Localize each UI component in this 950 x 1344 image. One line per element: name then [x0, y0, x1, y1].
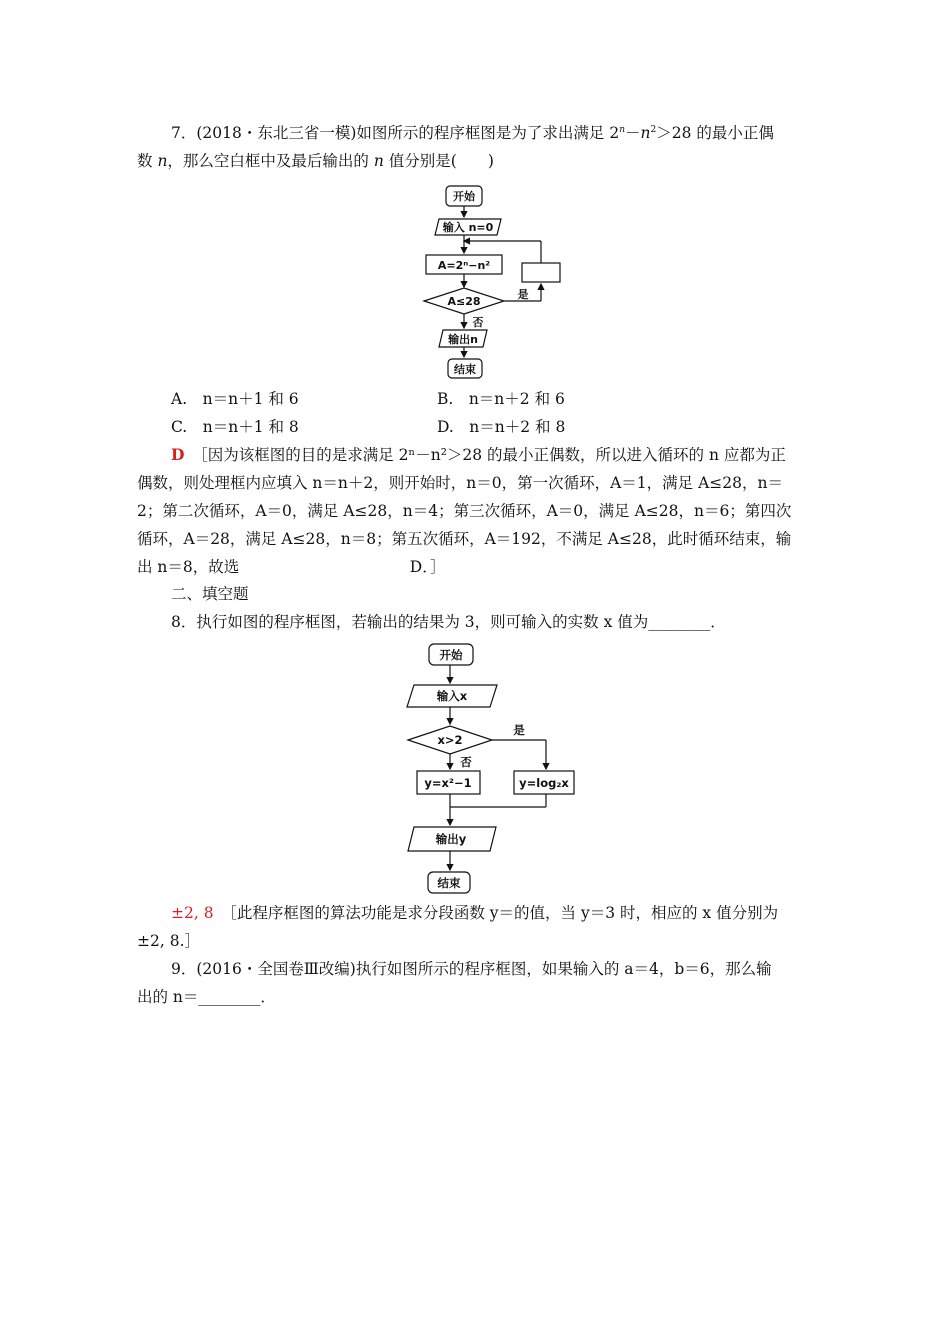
q8-text: 8．执行如图的程序框图，若输出的结果为 3，则可输入的实数 x 值为________． — [171, 613, 726, 631]
q9-line-1: 9．(2016・全国卷Ⅲ改编)执行如图所示的程序框图，如果输入的 a＝4，b＝6，那么输 — [171, 960, 772, 978]
flow2-yes-text: 是 — [513, 723, 525, 737]
q7-explain-3: 2；第二次循环，A＝0，满足 A≤28，n＝4；第三次循环，A＝0，满足 A≤28，n＝6；第四次 — [137, 502, 792, 520]
flow1-start-text: 开始 — [453, 190, 475, 203]
q7-flowchart — [415, 183, 565, 383]
section-heading: 二、填空题 — [171, 585, 249, 603]
q7-explain-5: 出 n＝8，故选 D．］ — [137, 558, 446, 576]
q8-explain-1: ±2, 8 ［此程序框图的算法功能是求分段函数 y＝的值，当 y＝3 时，相应的 x 值分别为 — [171, 904, 779, 922]
q7-option-c: C. n＝n＋1 和 8 — [171, 418, 299, 436]
flow1-end-text: 结束 — [454, 363, 476, 376]
q7-line-2: 数 n，那么空白框中及最后输出的 n 值分别是( ) — [137, 152, 494, 170]
flow1-assign-text: A=2ⁿ−n² — [437, 259, 491, 272]
q7-option-d: D. n＝n＋2 和 8 — [437, 418, 566, 436]
q9-line-2: 出的 n＝________． — [137, 988, 276, 1006]
flow2-end-text: 结束 — [437, 876, 461, 890]
flow2-cond-text: x>2 — [437, 733, 463, 747]
flow1-input-text: 输入 n=0 — [442, 221, 494, 234]
flow1-blank-box — [522, 263, 560, 282]
q7-answer-letter: D — [171, 445, 185, 464]
flow2-left-text: y=x²−1 — [424, 776, 472, 790]
flow1-output-text: 输出n — [448, 333, 478, 346]
flow1-cond-text: A≤28 — [447, 295, 481, 308]
q8-answer: ±2, 8 — [171, 904, 214, 922]
q8-flowchart — [400, 641, 580, 896]
flow2-no-text: 否 — [460, 755, 472, 769]
flow1-no-text: 否 — [472, 316, 484, 329]
q7-option-b: B. n＝n＋2 和 6 — [437, 390, 565, 408]
q7-explain-2: 偶数，则处理框内应填入 n＝n＋2，则开始时，n＝0，第一次循环，A＝1，满足 A≤28，n＝ — [137, 474, 783, 492]
q7-option-a: A. n＝n＋1 和 6 — [171, 390, 299, 408]
flow1-yes-text: 是 — [517, 288, 529, 301]
q7-line-1: 7．(2018・东北三省一模)如图所示的程序框图是为了求出满足 $2^n-n^2>28$ 的最小正偶 — [171, 124, 774, 142]
flow2-output-text: 输出y — [435, 832, 467, 846]
flow2-right-text: y=log₂x — [519, 776, 569, 790]
q7-explain-1: D ［因为该框图的目的是求满足 2ⁿ－n²＞28 的最小正偶数，所以进入循环的 n 应都为正 — [171, 445, 786, 464]
q7-explain-4: 循环，A＝28，满足 A≤28，n＝8；第五次循环，A＝192，不满足 A≤28，此时循环结束，输 — [137, 530, 792, 548]
flow2-start-text: 开始 — [439, 648, 463, 662]
q8-explain-2: ±2, 8.］ — [137, 932, 200, 950]
flow2-input-text: 输入x — [436, 689, 468, 703]
